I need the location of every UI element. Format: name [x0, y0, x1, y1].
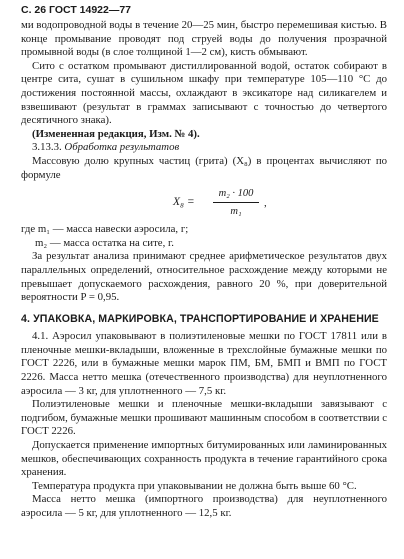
- section-4-heading: 4. УПАКОВКА, МАРКИРОВКА, ТРАНСПОРТИРОВАНИЕ И ХРАНЕНИЕ: [21, 312, 379, 325]
- formula-numerator: m₂ · 100: [218, 188, 254, 200]
- formula-denominator: m₁: [230, 205, 242, 217]
- formula-fraction: [213, 187, 259, 218]
- paragraph-washing: ми водопроводной воды в течение 20—25 мин, быстро перемешивая кистью. В конце промывание проводят под струей воды до получения прозрачной промывной воды (в слое толщиной 1—2 см), кисть обмывают.: [21, 19, 387, 59]
- document-body: [21, 19, 387, 521]
- fraction-bar: [213, 202, 259, 203]
- paragraph-result: За результат анализа принимают среднее арифметическое результатов двух параллельных определений, относительное расхождение между которыми не превышает допускаемого расхождения, равного 20 %, при доверительной вероятности P = 0,95.: [21, 250, 387, 304]
- where-m1: где m₁ — масса навески аэросила, г;: [21, 223, 189, 236]
- paragraph-sieve-drying: Сито с остатком промывают дистиллированной водой, остаток собирают в центре сита, сушат в сушильном шкафу при температуре 105—110 °С до достижения постоянной массы, охлаждают в эксикаторе над силикагелем и взвешивают (результат в граммах записывают с точностью до четвертого десятичного знака).: [21, 59, 387, 127]
- subsection-number: 3.13.3.: [32, 141, 62, 154]
- paragraph-net-mass: Масса нетто мешка (импортного производства) для неуплотненного аэросила — 5 кг, для уплотненного — 12,5 кг.: [21, 493, 387, 519]
- paragraph-imported-bags: Допускается применение импортных битумированных или ламинированных мешков, обеспечивающих сохранность продукта в течение гарантийного срока хранения.: [21, 439, 387, 479]
- subsection-title: Обработка результатов: [64, 141, 180, 154]
- paragraph-tying: Полиэтиленовые мешки и пленочные мешки-вкладыши завязывают с подгибом, бумажные мешки прошивают машинным способом в соответствии с ГОСТ 2226.: [21, 398, 387, 438]
- paragraph-4-1: 4.1. Аэросил упаковывают в полиэтиленовые мешки по ГОСТ 17811 или в пленочные мешки-вкладыши, вложенные в трехслойные бумажные мешки по ГОСТ 2226, или в бумажные мешки марок ПМ, БМ, БМП и ВМП по ГОСТ 2226. Масса нетто мешка (отечественного производства) для неуплотненного аэросила — 3 кг, для уплотненного — 7,5 кг.: [21, 330, 387, 397]
- formula-comma: ,: [264, 197, 267, 210]
- edition-note: (Измененная редакция, Изм. № 4).: [32, 127, 200, 140]
- paragraph-formula-intro: Массовую долю крупных частиц (грита) (X₈) в процентах вычисляют по формуле: [21, 154, 387, 181]
- grit-formula: [21, 184, 387, 222]
- formula-lhs: X₈ =: [173, 196, 195, 209]
- page-header: С. 26 ГОСТ 14922—77: [21, 4, 132, 16]
- where-m2: m₂ — масса остатка на сите, г.: [35, 236, 174, 249]
- paragraph-temperature: Температура продукта при упаковывании не должна быть выше 60 °С.: [32, 479, 357, 492]
- subsection-heading: [21, 141, 387, 155]
